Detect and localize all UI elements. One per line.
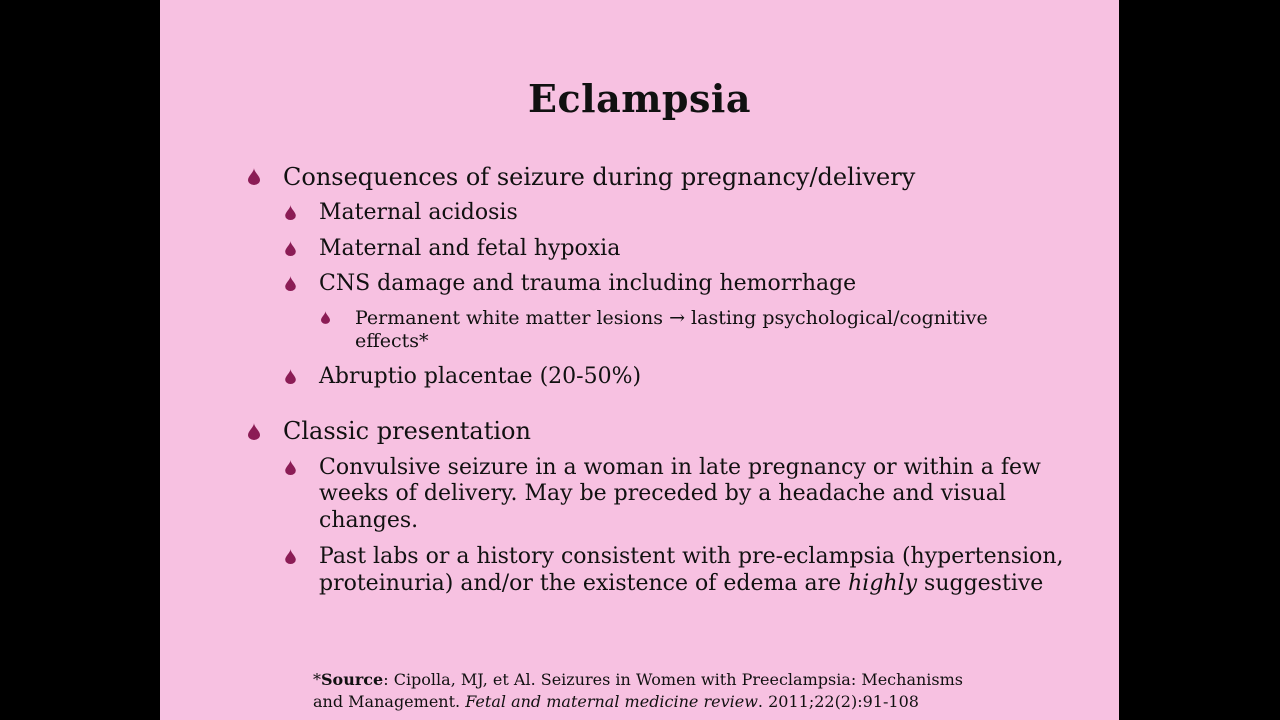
drop-bullet-icon — [285, 276, 296, 291]
past-labs-emphasis: highly — [848, 571, 918, 596]
bullet-convulsive-line2: weeks of delivery. May be preceded by a headache and visual — [319, 481, 1006, 506]
bullet-past-labs-line2 — [319, 570, 1043, 597]
source-line2: and Management. — [313, 692, 466, 711]
drop-bullet-icon — [285, 369, 296, 384]
drop-bullet-icon — [248, 168, 260, 185]
drop-bullet-icon — [285, 241, 296, 256]
drop-bullet-icon — [321, 311, 330, 324]
source-asterisk: * — [313, 670, 321, 689]
bullet-consequences: Consequences of seizure during pregnancy/delivery — [283, 163, 916, 191]
drop-bullet-icon — [285, 460, 296, 475]
bullet-past-labs-line1: Past labs or a history consistent with pre-eclampsia (hypertension, — [319, 544, 1064, 569]
source-citation-details: . 2011;22(2):91-108 — [757, 692, 919, 711]
source-citation — [313, 669, 1013, 713]
source-label: Source — [321, 670, 384, 689]
slide-title: Eclampsia — [528, 76, 751, 121]
source-line1: : Cipolla, MJ, et Al. Seizures in Women with Preeclampsia: Mechanisms — [383, 670, 963, 689]
bullet-convulsive-line1: Convulsive seizure in a woman in late pregnancy or within a few — [319, 455, 1041, 480]
bullet-white-matter-line2: effects* — [355, 330, 429, 352]
bullet-white-matter-line1: Permanent white matter lesions → lasting psychological/cognitive — [355, 307, 988, 329]
drop-bullet-icon — [285, 549, 296, 564]
bullet-abruptio: Abruptio placentae (20-50%) — [319, 364, 642, 389]
slide — [160, 0, 1119, 720]
past-labs-text-after: suggestive — [917, 571, 1044, 596]
bullet-maternal-acidosis: Maternal acidosis — [319, 200, 518, 225]
source-journal: Fetal and maternal medicine review — [465, 692, 758, 711]
bullet-cns-damage: CNS damage and trauma including hemorrhage — [319, 271, 857, 296]
bullet-hypoxia: Maternal and fetal hypoxia — [319, 236, 621, 261]
drop-bullet-icon — [248, 423, 260, 440]
drop-bullet-icon — [285, 205, 296, 220]
past-labs-text-before: proteinuria) and/or the existence of edema are — [319, 571, 849, 596]
bullet-convulsive-line3: changes. — [319, 508, 419, 533]
bullet-classic-presentation: Classic presentation — [283, 417, 531, 445]
